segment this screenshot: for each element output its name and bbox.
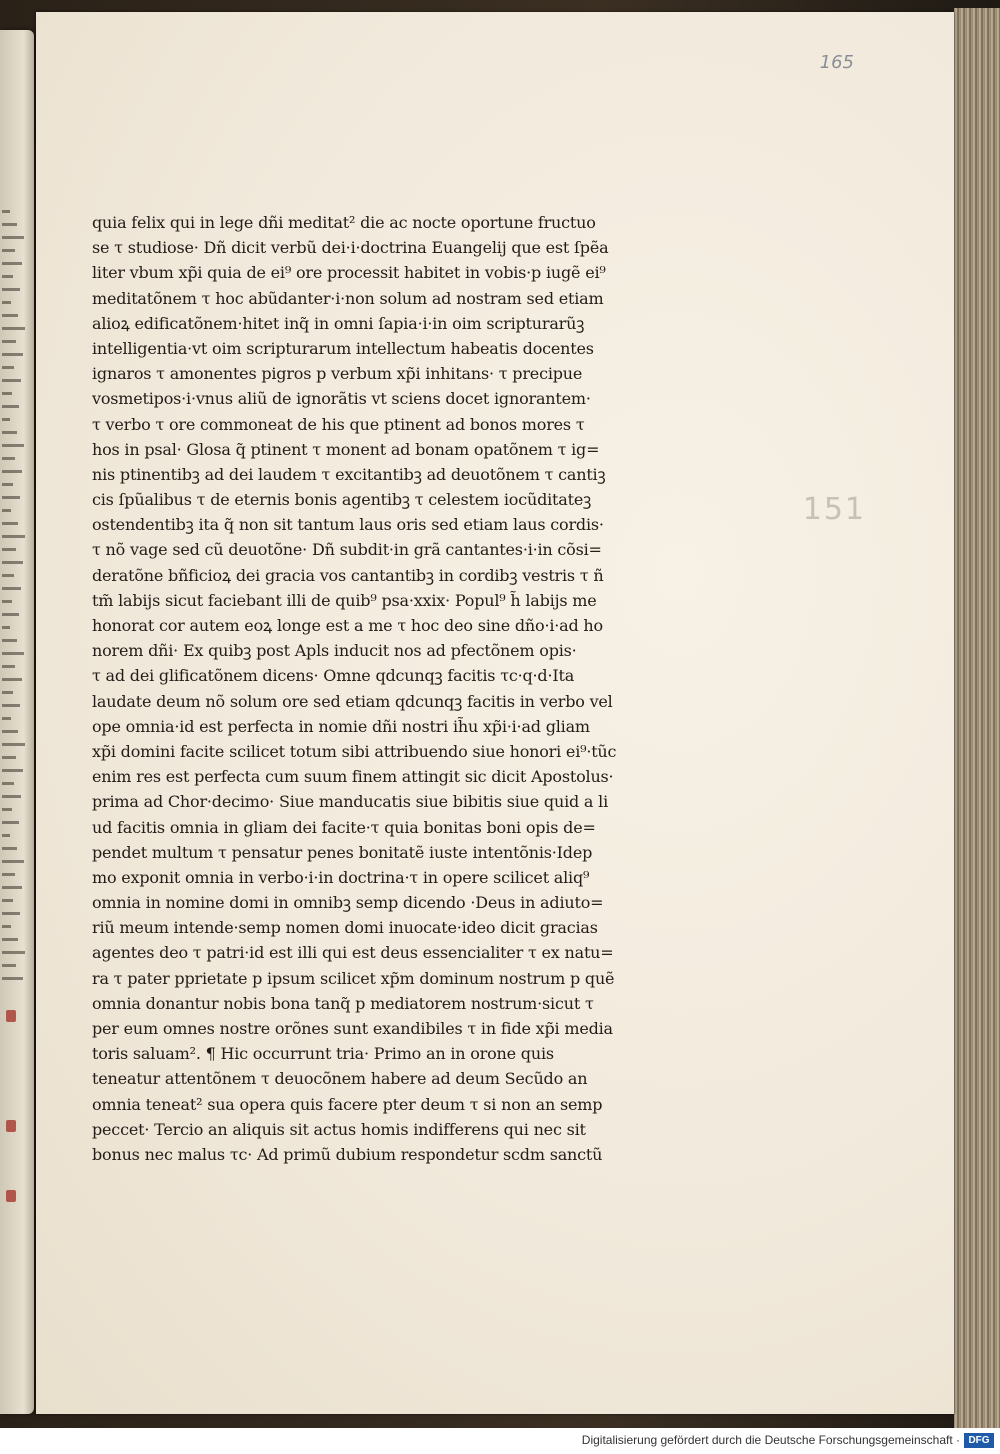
text-line: quia felix qui in lege dñi meditat² die ac nocte oportune fructuo	[92, 213, 596, 232]
text-line: deratõne bñficioꝝ dei gracia vos cantantibꝫ in cordibꝫ vestris τ ñ	[92, 565, 604, 585]
bleed-line	[2, 756, 16, 759]
bleed-line	[2, 574, 14, 577]
text-line: xp̃i domini facite scilicet totum sibi attribuendo siue honori ei⁹·tũc	[92, 741, 617, 761]
bleed-line	[2, 808, 12, 811]
bleed-line	[2, 847, 17, 850]
bleed-line	[2, 457, 15, 460]
bleed-line	[2, 210, 10, 213]
text-line: nis ptinentibꝫ ad dei laudem τ excitantibꝫ ad deuotõnem τ cantiꝫ	[92, 464, 606, 484]
text-line: se τ studiose· Dñ dicit verbũ dei·i·doctrina Euangelij que est ſpẽa	[92, 238, 609, 258]
text-line: ud facitis omnia in gliam dei facite·τ quia bonitas boni opis de=	[92, 817, 596, 837]
bleed-line	[2, 652, 24, 655]
text-line: pendet multum τ pensatur penes bonitatẽ iuste intentõnis·Idep	[92, 842, 593, 862]
bleed-line	[2, 730, 18, 733]
text-line: laudate deum nõ solum ore sed etiam qdcunqꝫ facitis in verbo vel	[92, 691, 613, 711]
text-line: liter vbum xp̃i quia de ei⁹ ore processit habitet in vobis·p iugẽ ei⁹	[92, 263, 606, 283]
text-line: agentes deo τ patri·id est illi qui est deus essencialiter τ ex natu=	[92, 943, 614, 963]
bleed-line	[2, 964, 16, 967]
manuscript-page	[36, 12, 954, 1414]
text-line: norem dñi· Ex quibꝫ post Apls inducit nos ad pfectõnem opis·	[92, 641, 577, 661]
footer-bar	[0, 1428, 1000, 1454]
text-line: toris saluam². ¶ Hic occurrunt tria· Primo an in orone quis	[92, 1044, 554, 1064]
text-line: ope omnia·id est perfecta in nomie dñi nostri ih̃u xp̃i·i·ad gliam	[92, 716, 590, 736]
bleed-line	[2, 886, 22, 889]
text-line: mo exponit omnia in verbo·i·in doctrina·τ in opere scilicet aliq⁹	[92, 867, 590, 887]
bleed-line	[2, 301, 11, 304]
bleed-line	[2, 353, 23, 356]
bleed-line	[2, 496, 20, 499]
rubric-mark	[6, 1190, 16, 1202]
bleed-line	[2, 912, 20, 915]
bleed-line	[2, 977, 23, 980]
bleed-line	[2, 782, 14, 785]
text-line: ra τ pater pprietate p ipsum scilicet xp̃m dominum nostrum p quẽ	[92, 968, 615, 988]
bleed-line	[2, 522, 18, 525]
bleed-line	[2, 899, 13, 902]
bleed-line	[2, 327, 25, 330]
text-line: enim res est perfecta cum suum finem attingit sic dicit Apostolus·	[92, 767, 614, 787]
bleed-line	[2, 275, 13, 278]
bleed-line	[2, 834, 10, 837]
bleed-line	[2, 548, 16, 551]
bleed-line	[2, 470, 22, 473]
bleed-line	[2, 340, 16, 343]
bleed-line	[2, 561, 23, 564]
bleed-line	[2, 925, 11, 928]
bleed-line	[2, 366, 14, 369]
bleed-line	[2, 951, 25, 954]
bleed-line	[2, 587, 21, 590]
text-block	[92, 210, 756, 1167]
text-line: vosmetipos·i·vnus aliũ de ignorãtis vt sciens docet ignorantem·	[92, 389, 591, 409]
digitization-credit: Digitalisierung gefördert durch die Deutsche Forschungsgemeinschaft ·	[581, 1433, 960, 1447]
previous-page-edge	[0, 30, 34, 1414]
text-line: cis ſpũalibus τ de eternis bonis agentibꝫ τ celestem iocũditateꝫ	[92, 490, 592, 510]
rubric-mark	[6, 1120, 16, 1132]
text-line: intelligentia·vt oim scripturarum intellectum habeatis docentes	[92, 338, 594, 358]
bleed-line	[2, 743, 25, 746]
bleed-line	[2, 795, 21, 798]
bleed-line	[2, 483, 13, 486]
bleed-line	[2, 704, 20, 707]
text-line: teneatur attentõnem τ deuocõnem habere ad deum Secũdo an	[92, 1069, 588, 1089]
bleed-line	[2, 873, 15, 876]
text-line: ostendentibꝫ ita q̃ non sit tantum laus oris sed etiam laus cordis·	[92, 515, 604, 535]
rubric-mark	[6, 1010, 16, 1022]
text-line: honorat cor autem eoꝝ longe est a me τ hoc deo sine dño·i·ad ho	[92, 616, 603, 635]
pencil-annotation: 151	[802, 492, 866, 527]
bleed-line	[2, 600, 12, 603]
text-line: ignaros τ amonentes pigros p verbum xp̃i inhitans· τ precipue	[92, 364, 583, 384]
text-line: bonus nec malus τc· Ad primũ dubium respondetur scdm sanctũ	[92, 1144, 603, 1164]
text-line: omnia in nomine domi in omnibꝫ semp dicendo ·Deus in adiuto=	[92, 893, 604, 913]
bleed-line	[2, 626, 10, 629]
bleed-line	[2, 639, 17, 642]
bleed-line	[2, 678, 22, 681]
text-line: omnia teneat² sua opera quis facere pter deum τ si non an semp	[92, 1094, 603, 1114]
text-line: alioꝝ edificatõnem·hitet inq̃ in omni ſapia·i·in oim scripturarũꝫ	[92, 313, 585, 333]
bleed-line	[2, 821, 19, 824]
bleed-line	[2, 418, 10, 421]
dfg-logo: DFG	[964, 1433, 994, 1448]
folio-number: 165	[819, 52, 854, 73]
bleed-line	[2, 769, 23, 772]
bleed-line	[2, 379, 21, 382]
bleed-line	[2, 665, 15, 668]
text-line: prima ad Chor·decimo· Siue manducatis siue bibitis siue quid a li	[92, 792, 608, 812]
text-line: peccet· Tercio an aliquis sit actus homis indifferens qui nec sit	[92, 1119, 586, 1139]
bleed-line	[2, 431, 17, 434]
book-page-edges	[954, 8, 1000, 1428]
text-line: per eum omnes nostre orõnes sunt exandibiles τ in fide xp̃i media	[92, 1019, 613, 1038]
text-line: riũ meum intende·semp nomen domi inuocate·ideo dicit gracias	[92, 918, 598, 938]
bleed-line	[2, 860, 24, 863]
text-line: omnia donantur nobis bona tanq̃ p mediatorem nostrum·sicut τ	[92, 993, 594, 1013]
bleed-line	[2, 249, 15, 252]
bleed-line	[2, 314, 18, 317]
text-line: τ nõ vage sed cũ deuotõne· Dñ subdit·in grã cantantes·i·in cõsi=	[92, 540, 602, 560]
bleed-line	[2, 444, 24, 447]
text-line: tm̃ labijs sicut faciebant illi de quib⁹ psa·xxix· Popul⁹ h̃ labijs me	[92, 590, 597, 610]
text-line: τ verbo τ ore commoneat de his que ptinent ad bonos mores τ	[92, 414, 585, 434]
bleed-line	[2, 223, 17, 226]
text-line: τ ad dei glificatõnem dicens· Omne qdcunqꝫ facitis τc·q·d·Ita	[92, 666, 575, 686]
text-line: meditatõnem τ hoc abũdanter·i·non solum ad nostram sed etiam	[92, 288, 604, 308]
bleed-line	[2, 262, 22, 265]
bleed-line	[2, 691, 13, 694]
bleed-line	[2, 938, 18, 941]
bleed-line	[2, 405, 19, 408]
text-line: hos in psal· Glosa q̃ ptinent τ monent ad bonam opatõnem τ ig=	[92, 439, 600, 459]
bleed-line	[2, 392, 12, 395]
bleed-line	[2, 288, 20, 291]
bleed-line	[2, 717, 11, 720]
bleed-line	[2, 613, 19, 616]
bleed-line	[2, 509, 11, 512]
bleed-line	[2, 535, 25, 538]
bleed-line	[2, 236, 24, 239]
